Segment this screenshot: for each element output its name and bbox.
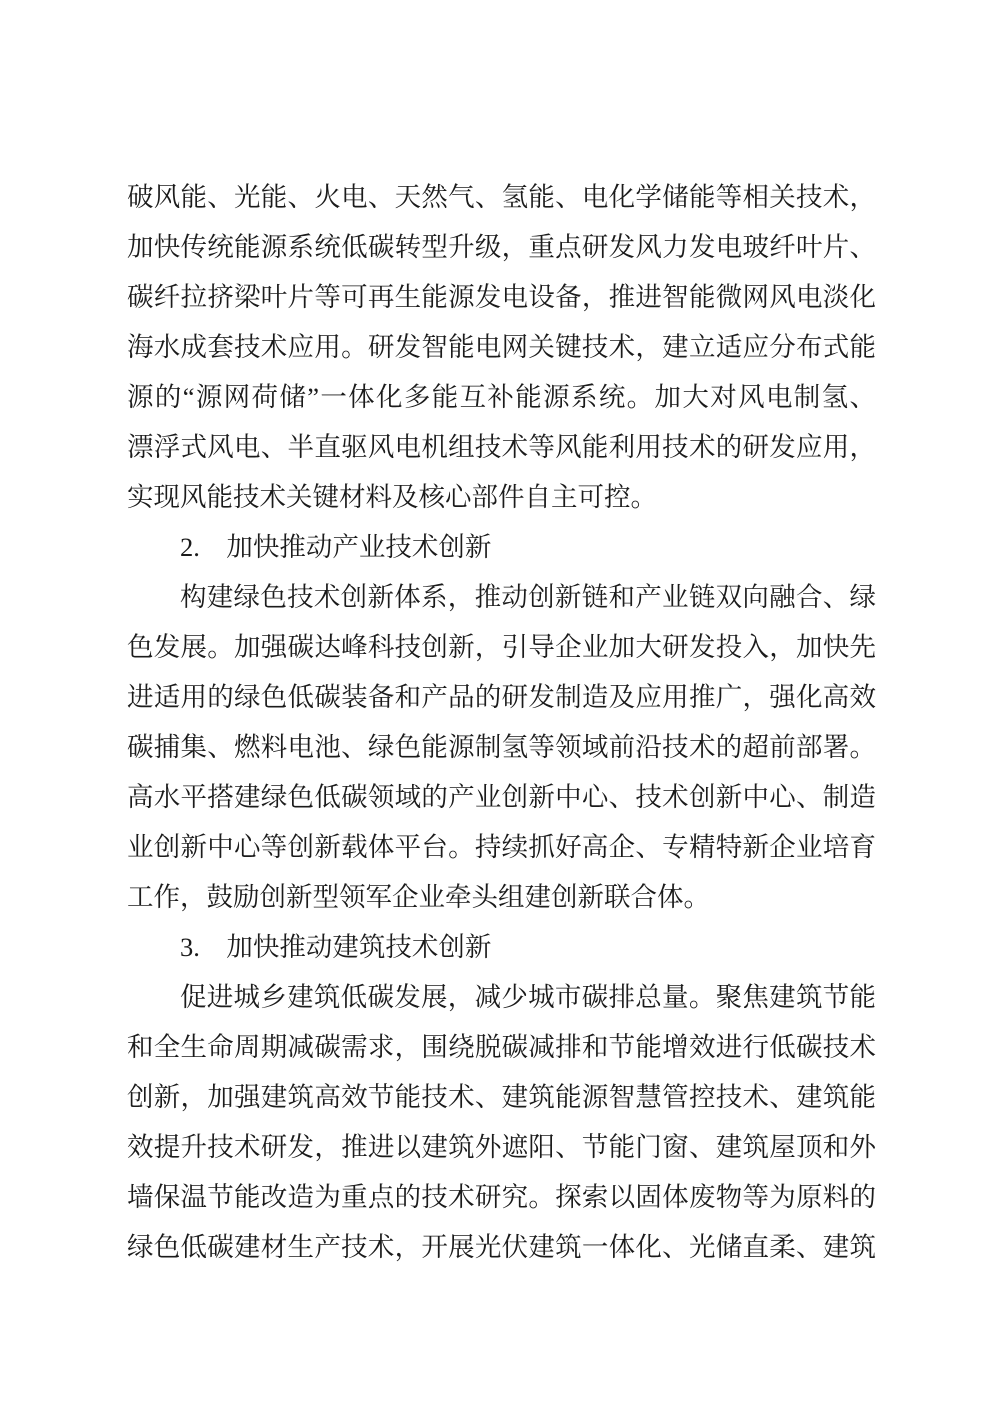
text-line: 促进城乡建筑低碳发展，减少城市碳排总量。聚焦建筑节能 — [180, 982, 876, 1012]
text-line: 创新，加强建筑高效节能技术、建筑能源智慧管控技术、建筑能 — [127, 1082, 876, 1112]
text-line: 墙保温节能改造为重点的技术研究。探索以固体废物等为原料的 — [127, 1182, 876, 1212]
text-line: 进适用的绿色低碳装备和产品的研发制造及应用推广，强化高效 — [127, 682, 876, 712]
text-line: 效提升技术研发，推进以建筑外遮阳、节能门窗、建筑屋顶和外 — [127, 1132, 876, 1162]
text-line: 加快传统能源系统低碳转型升级，重点研发风力发电玻纤叶片、 — [127, 232, 876, 262]
text-line: 漂浮式风电、半直驱风电机组技术等风能利用技术的研发应用， — [127, 432, 876, 462]
text-line: 工作，鼓励创新型领军企业牵头组建创新联合体。 — [127, 882, 710, 912]
text-line: 实现风能技术关键材料及核心部件自主可控。 — [127, 482, 657, 512]
text-line: 构建绿色技术创新体系，推动创新链和产业链双向融合、绿 — [180, 582, 876, 612]
text-line: 高水平搭建绿色低碳领域的产业创新中心、技术创新中心、制造 — [127, 782, 876, 812]
text-line: 和全生命周期减碳需求，围绕脱碳减排和节能增效进行低碳技术 — [127, 1032, 876, 1062]
text-line: 源的“源网荷储”一体化多能互补能源系统。加大对风电制氢、 — [127, 382, 876, 412]
text-line: 业创新中心等创新载体平台。持续抓好高企、专精特新企业培育 — [127, 832, 876, 862]
document-body — [127, 172, 876, 1272]
text-line: 色发展。加强碳达峰科技创新，引导企业加大研发投入，加快先 — [127, 632, 876, 662]
heading-section-3: 3. 加快推动建筑技术创新 — [180, 932, 492, 962]
text-line: 破风能、光能、火电、天然气、氢能、电化学储能等相关技术， — [127, 182, 876, 212]
heading-section-2: 2. 加快推动产业技术创新 — [180, 532, 492, 562]
text-line: 绿色低碳建材生产技术，开展光伏建筑一体化、光储直柔、建筑 — [127, 1232, 876, 1262]
text-line: 海水成套技术应用。研发智能电网关键技术，建立适应分布式能 — [127, 332, 876, 362]
text-line: 碳纤拉挤梁叶片等可再生能源发电设备，推进智能微网风电淡化 — [127, 282, 876, 312]
text-line: 碳捕集、燃料电池、绿色能源制氢等领域前沿技术的超前部署。 — [127, 732, 876, 762]
